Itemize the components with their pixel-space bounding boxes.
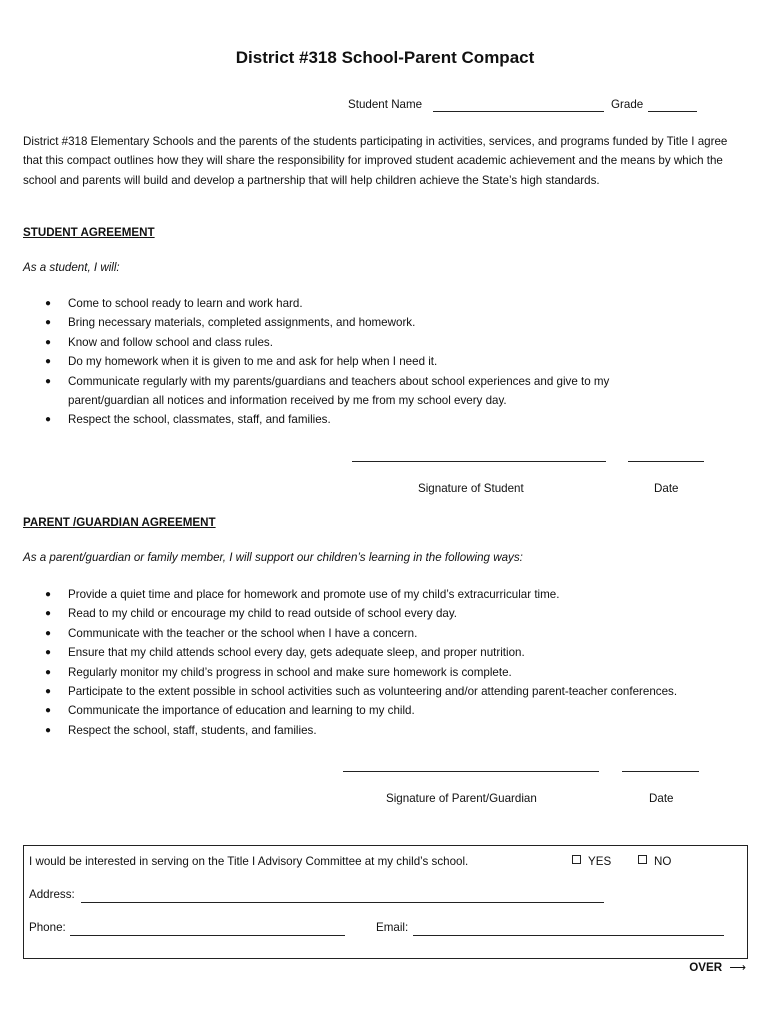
list-item: ● Do my homework when it is given to me and ask for help when I need it. (23, 352, 743, 371)
list-item: ● Read to my child or encourage my child to read outside of school every day. (23, 604, 743, 623)
over-label: OVER (689, 961, 723, 974)
list-item: ● Respect the school, staff, students, and families. (23, 721, 743, 740)
list-item: ● Provide a quiet time and place for homework and promote use of my child’s extracurricular time. (23, 585, 743, 604)
yes-option[interactable] (572, 855, 611, 868)
list-item: ● Communicate with the teacher or the school when I have a concern. (23, 624, 743, 643)
student-signature-line[interactable] (352, 461, 606, 462)
parent-agreement-heading: PARENT /GUARDIAN AGREEMENT (23, 516, 216, 529)
list-item: ● Participate to the extent possible in school activities such as volunteering and/or attending parent-teacher conferences. (23, 682, 743, 701)
grade-field[interactable] (648, 111, 697, 112)
email-label: Email: (376, 921, 409, 934)
document-title: District #318 School-Parent Compact (235, 48, 535, 67)
parent-date-line[interactable] (622, 771, 699, 772)
list-item: ● Come to school ready to learn and work hard. (23, 294, 743, 313)
address-label: Address: (29, 888, 75, 901)
student-signature-label: Signature of Student (418, 482, 524, 495)
no-label: NO (654, 855, 672, 868)
list-item: ● Know and follow school and class rules. (23, 333, 743, 352)
parent-signature-label: Signature of Parent/Guardian (386, 792, 537, 805)
yes-label: YES (588, 855, 612, 868)
list-item: ● Ensure that my child attends school every day, gets adequate sleep, and proper nutrition. (23, 643, 743, 662)
yes-checkbox-icon[interactable] (572, 855, 581, 864)
student-agreement-lead: As a student, I will: (23, 261, 120, 274)
student-date-label: Date (654, 482, 679, 495)
parent-signature-line[interactable] (343, 771, 599, 772)
no-checkbox-icon[interactable] (638, 855, 647, 864)
committee-interest-text: I would be interested in serving on the Title I Advisory Committee at my child’s school. (29, 855, 469, 868)
arrow-right-icon: ⟶ (729, 961, 746, 974)
parent-date-label: Date (649, 792, 674, 805)
phone-label: Phone: (29, 921, 66, 934)
parent-agreement-list (23, 585, 743, 740)
email-field[interactable] (413, 935, 724, 936)
list-item: ● Communicate the importance of education and learning to my child. (23, 701, 743, 720)
list-item: ● Respect the school, classmates, staff, and families. (23, 410, 743, 429)
over-indicator (689, 960, 746, 974)
intro-paragraph: District #318 Elementary Schools and the parents of the students participating in activities, services, and programs funded by Title I agree that this compact outlines how they will share the responsibility for improved student academic achievement and the means by which the school and parents will build and develop a partnership that will help children achieve the State’s high standards. (23, 135, 728, 187)
student-agreement-list (23, 294, 743, 430)
list-item: ● Regularly monitor my child’s progress in school and make sure homework is complete. (23, 663, 743, 682)
address-field[interactable] (81, 902, 604, 903)
advisory-committee-box (23, 845, 748, 959)
list-item: ● Communicate regularly with my parents/guardians and teachers about school experiences and give to my parent/guardian all notices and information received by me from my school every day. (23, 372, 743, 411)
no-option[interactable] (638, 855, 671, 868)
parent-agreement-lead: As a parent/guardian or family member, I will support our children’s learning in the following ways: (23, 551, 523, 564)
student-name-field[interactable] (433, 111, 604, 112)
student-agreement-heading: STUDENT AGREEMENT (23, 226, 155, 239)
list-item: ● Bring necessary materials, completed assignments, and homework. (23, 313, 743, 332)
student-name-label: Student Name (348, 98, 423, 111)
grade-label: Grade (611, 98, 644, 111)
phone-field[interactable] (70, 935, 345, 936)
student-date-line[interactable] (628, 461, 704, 462)
